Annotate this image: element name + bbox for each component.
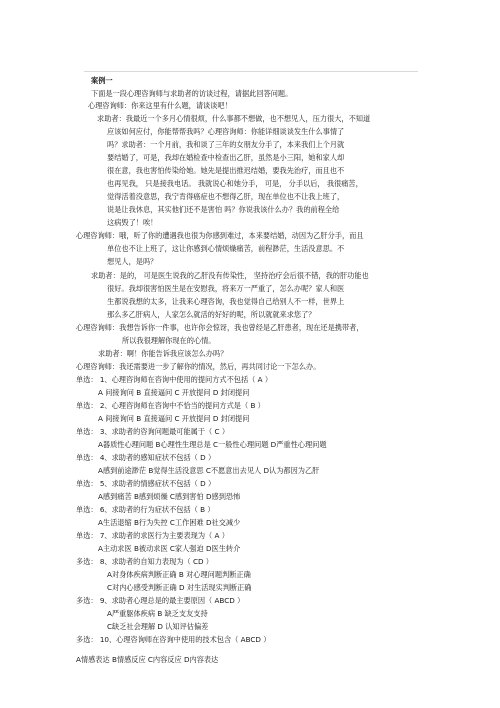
question-options: A 问接询问 B 直接逼问 C 开放提问 D 封闭提问 (98, 388, 250, 397)
dialogue-line: 心理咨询师：我想告诉你一件事，也许你会惊讶，我也曾经是乙肝患者，现在还是携带者， (76, 323, 364, 332)
question-item: 单选： 2、心理咨询师在咨询中不恰当的提问方式是（ B ） (76, 401, 265, 410)
dialogue-line: 这病毁了！唉！ (107, 218, 158, 227)
dialogue-line: 求助者：我最近一个多月心情很烦，什么事都不想做，也不想见人，压力很大，不知道 (97, 114, 371, 123)
case-title: 案例一 (91, 76, 113, 85)
question-options: C缺乏社会理解 D 认知评估偏差 (107, 622, 209, 631)
dialogue-line: 也再见我， 只是接我电话。 我就说心和她分手， 可是， 分手以后， 我很痛苦， (107, 179, 363, 188)
dialogue-line: 求助者：是的， 可是医生说我的乙肝没有传染性， 坚持治疗会后很不错，我的肝功能也 (91, 271, 369, 280)
dialogue-line: 说是让我休息，其实他们还不是害怕 吗？你说我该什么办？我的前程全给 (107, 205, 340, 214)
question-item: 单选： 1、心理咨询师在咨询中使用的提问方式不包括（ A ） (76, 375, 273, 384)
question-item: 单选： 3、求助者的咨询问题最可能属于（ C ） (76, 427, 230, 436)
dialogue-line: 要结婚了，可是，我却在婚检查中检查出乙肝，虽然是小三阳，她和家人却 (107, 153, 345, 162)
dialogue-line: 心理咨询师：你来这里有什么题，请谈谈吧！ (88, 101, 232, 110)
question-options: A器质性心理问题 B心理性生理总是 C一般性心理问题 D严重性心理问题 (98, 440, 327, 449)
dialogue-line: 很在意，我也害怕传染给她。她先是提出推迟结婚，要我先治疗，而且也不 (107, 166, 345, 175)
question-options: C对内心感受判断正确 D 对生活现实判断正确 (107, 583, 252, 592)
question-options: A感到痛苦 B感到烦燥 C感到害怕 D感到恐怖 (98, 492, 241, 501)
question-options: A情感表达 B情感反应 C内容反应 D内容表达 (76, 655, 219, 664)
question-options: A对身体疾病判断正确 B 对心理问题判断正确 (107, 570, 251, 579)
dialogue-line: 求助者：啊！你能告诉我应该怎么办吗？ (98, 349, 228, 358)
question-item: 单选： 4、求助者的感知症状不包括（ D ） (76, 453, 216, 462)
dialogue-line: 那么多乙肝病人，人家怎么就活的好好的呢，所以就就来求您了？ (107, 310, 316, 319)
question-item: 单选： 6、求助者的行为症状不包括（ B ） (76, 505, 215, 514)
question-item: 单选： 7、求助者的求医行为主要表现为（ A ） (76, 531, 229, 540)
question-options: A主动求医 B被动求医 C家人强迫 D医生转介 (98, 544, 241, 553)
dialogue-line: 吗？求助者：一个月前，我和谈了三年的女朋友分手了，本来我们上个月就 (107, 140, 345, 149)
question-options: A生活退缩 B行为失控 C工作困难 D社交减少 (98, 518, 241, 527)
top-rule (84, 71, 418, 72)
dialogue-line: 所以我很理解你现在的心情。 (122, 336, 216, 345)
dialogue-line: 想见人，是吗？ (107, 257, 158, 266)
dialogue-line: 应该如何应付，你能帮帮我吗？心理咨询师：你能详细谈谈发生什么事情了 (107, 127, 345, 136)
question-options: A严重躯体疾病 B 缺乏支友支持 (107, 609, 208, 618)
dialogue-line: 单位也不让上班了，这让你感到心情烦燥痛苦，前程渺茫，生活没意思。不 (107, 244, 345, 253)
question-options: A 间接询问 B 直接逼问 C 开放提问 D 封闭提问 (98, 414, 250, 423)
question-item: 多选： 9、求助者心理总是的最主要原因（ ABCD ） (76, 596, 245, 605)
question-options: A感到前途渺茫 B觉得生活没意思 C不愿意出去见人 D认为都因为乙肝 (98, 466, 320, 475)
question-item: 单选： 5、求助者的情感症状不包括（ D ） (76, 479, 216, 488)
dialogue-line: 心理咨询师：我还需要进一步了解你的情况，然后，再共同讨论一下怎么办。 (76, 362, 321, 371)
intro-text: 下面是一段心理咨询师与求助者的访谈过程，请据此回答问题。 (91, 89, 293, 98)
dialogue-line: 生都说我想的太多，让我来心理咨询，我也觉得自己给别人不一样，世界上 (107, 297, 345, 306)
dialogue-line: 心理咨询师：哦，听了你的遭遇我也很为你感到难过，本来要结婚，动因为乙肝分手，而且 (76, 231, 364, 240)
dialogue-line: 很好。我却很害怕医生是在安慰我，将来万一严重了，怎么办呢？家人和医 (107, 284, 345, 293)
question-item: 多选： 8、求助者的自知力表现为（ CD ） (76, 557, 213, 566)
dialogue-line: 觉得活着没意思，我宁肯得癌症也不想得乙肝，现在单位也不让我上班了， (107, 192, 345, 201)
question-item: 多选： 10、心理咨询师在咨询中使用的技术包含（ ABCD ） (76, 635, 271, 644)
